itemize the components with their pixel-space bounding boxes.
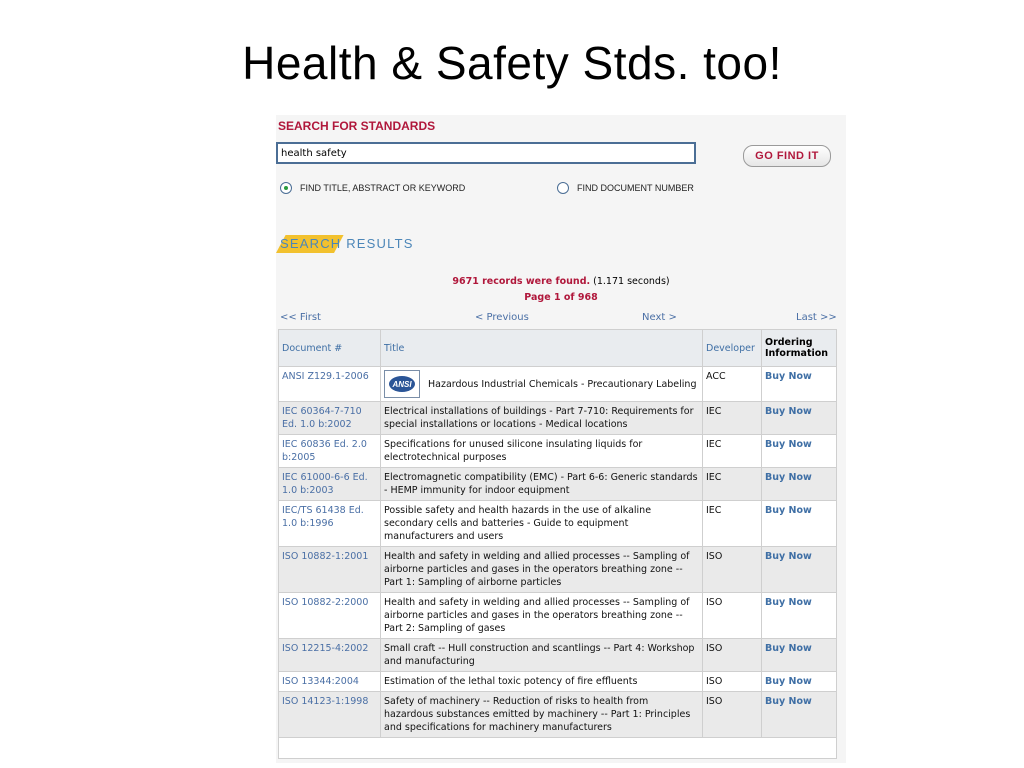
buy-now-link[interactable]: Buy Now (762, 367, 837, 402)
screenshot-panel (276, 115, 846, 763)
table-row (279, 435, 837, 468)
radio-unselected-icon[interactable] (557, 182, 569, 194)
radio-selected-icon[interactable] (280, 182, 292, 194)
doc-developer: IEC (703, 435, 762, 468)
doc-title: Possible safety and health hazards in the use of alkaline secondary cells and batteries - Guide to equipment manufacturers and users (381, 501, 703, 547)
records-found-count: 9671 records were found. (452, 276, 591, 287)
buy-now-link[interactable]: Buy Now (762, 435, 837, 468)
doc-title: Small craft -- Hull construction and scantlings -- Part 4: Workshop and manufacturing (381, 639, 703, 672)
pager-previous-link[interactable]: < Previous (475, 312, 529, 323)
table-row (279, 639, 837, 672)
pager-next-link[interactable]: Next > (642, 312, 677, 323)
doc-developer: ISO (703, 672, 762, 692)
doc-number-link[interactable]: ISO 10882-2:2000 (279, 593, 381, 639)
results-heading: SEARCH RESULTS (276, 231, 416, 257)
doc-number-link[interactable]: ISO 13344:2004 (279, 672, 381, 692)
table-row (279, 367, 837, 402)
radio-title-keyword-label: FIND TITLE, ABSTRACT OR KEYWORD (300, 183, 466, 193)
radio-document-number-label: FIND DOCUMENT NUMBER (577, 183, 694, 193)
table-row (279, 402, 837, 435)
buy-now-link[interactable]: Buy Now (762, 672, 837, 692)
doc-title: Safety of machinery -- Reduction of risks to health from hazardous substances emitted by machinery -- Part 1: Principles and specifications for machinery manufacturers (381, 692, 703, 738)
buy-now-link[interactable]: Buy Now (762, 402, 837, 435)
buy-now-link[interactable]: Buy Now (762, 501, 837, 547)
buy-now-link[interactable]: Buy Now (762, 593, 837, 639)
radio-document-number[interactable] (557, 182, 694, 194)
column-header-doc[interactable]: Document # (279, 330, 381, 367)
doc-developer: IEC (703, 501, 762, 547)
doc-number-link[interactable]: IEC 61000-6-6 Ed. 1.0 b:2003 (279, 468, 381, 501)
table-row (279, 501, 837, 547)
doc-number-link[interactable]: ISO 12215-4:2002 (279, 639, 381, 672)
table-row (279, 672, 837, 692)
doc-developer: IEC (703, 468, 762, 501)
buy-now-link[interactable]: Buy Now (762, 547, 837, 593)
buy-now-link[interactable]: Buy Now (762, 468, 837, 501)
table-header-row (279, 330, 837, 367)
table-row (279, 468, 837, 501)
doc-developer: IEC (703, 402, 762, 435)
doc-title: Electromagnetic compatibility (EMC) - Part 6-6: Generic standards - HEMP immunity for indoor equipment (381, 468, 703, 501)
doc-title: Health and safety in welding and allied processes -- Sampling of airborne particles and gases in the operators breathing zone -- Part 1: Sampling of airborne particles (381, 547, 703, 593)
doc-developer: ACC (703, 367, 762, 402)
doc-title: Health and safety in welding and allied processes -- Sampling of airborne particles and gases in the operators breathing zone -- Part 2: Sampling of gases (381, 593, 703, 639)
table-row (279, 692, 837, 738)
doc-number-link[interactable]: ANSI Z129.1-2006 (279, 367, 381, 402)
doc-number-link[interactable]: IEC 60364-7-710 Ed. 1.0 b:2002 (279, 402, 381, 435)
column-header-title[interactable]: Title (381, 330, 703, 367)
doc-number-link[interactable]: IEC/TS 61438 Ed. 1.0 b:1996 (279, 501, 381, 547)
doc-title: ANSI Hazardous Industrial Chemicals - Precautionary Labeling (381, 367, 703, 402)
radio-title-keyword[interactable] (280, 182, 465, 194)
buy-now-link[interactable]: Buy Now (762, 692, 837, 738)
search-heading: SEARCH FOR STANDARDS (278, 119, 436, 133)
table-footer-row (279, 738, 837, 759)
doc-title: Electrical installations of buildings - Part 7-710: Requirements for special installations or locations - Medical locations (381, 402, 703, 435)
table-row (279, 547, 837, 593)
ansi-logo-icon: ANSI (384, 370, 420, 398)
doc-title: Estimation of the lethal toxic potency of fire effluents (381, 672, 703, 692)
buy-now-link[interactable]: Buy Now (762, 639, 837, 672)
search-input[interactable] (276, 142, 696, 164)
table-row (279, 593, 837, 639)
doc-number-link[interactable]: ISO 10882-1:2001 (279, 547, 381, 593)
column-header-developer[interactable]: Developer (703, 330, 762, 367)
doc-developer: ISO (703, 593, 762, 639)
doc-number-link[interactable]: ISO 14123-1:1998 (279, 692, 381, 738)
doc-developer: ISO (703, 639, 762, 672)
column-header-ordering: Ordering Information (762, 330, 837, 367)
pager-first-link[interactable]: << First (280, 312, 321, 323)
go-find-it-button[interactable]: GO FIND IT (743, 145, 831, 167)
pager-last-link[interactable]: Last >> (796, 312, 837, 323)
slide-title: Health & Safety Stds. too! (242, 37, 782, 89)
doc-number-link[interactable]: IEC 60836 Ed. 2.0 b:2005 (279, 435, 381, 468)
search-time: (1.171 seconds) (593, 276, 670, 287)
results-table (278, 329, 837, 759)
page-indicator: Page 1 of 968 (524, 292, 598, 303)
doc-title: Specifications for unused silicone insulating liquids for electrotechnical purposes (381, 435, 703, 468)
doc-developer: ISO (703, 547, 762, 593)
records-found (276, 276, 846, 287)
doc-developer: ISO (703, 692, 762, 738)
